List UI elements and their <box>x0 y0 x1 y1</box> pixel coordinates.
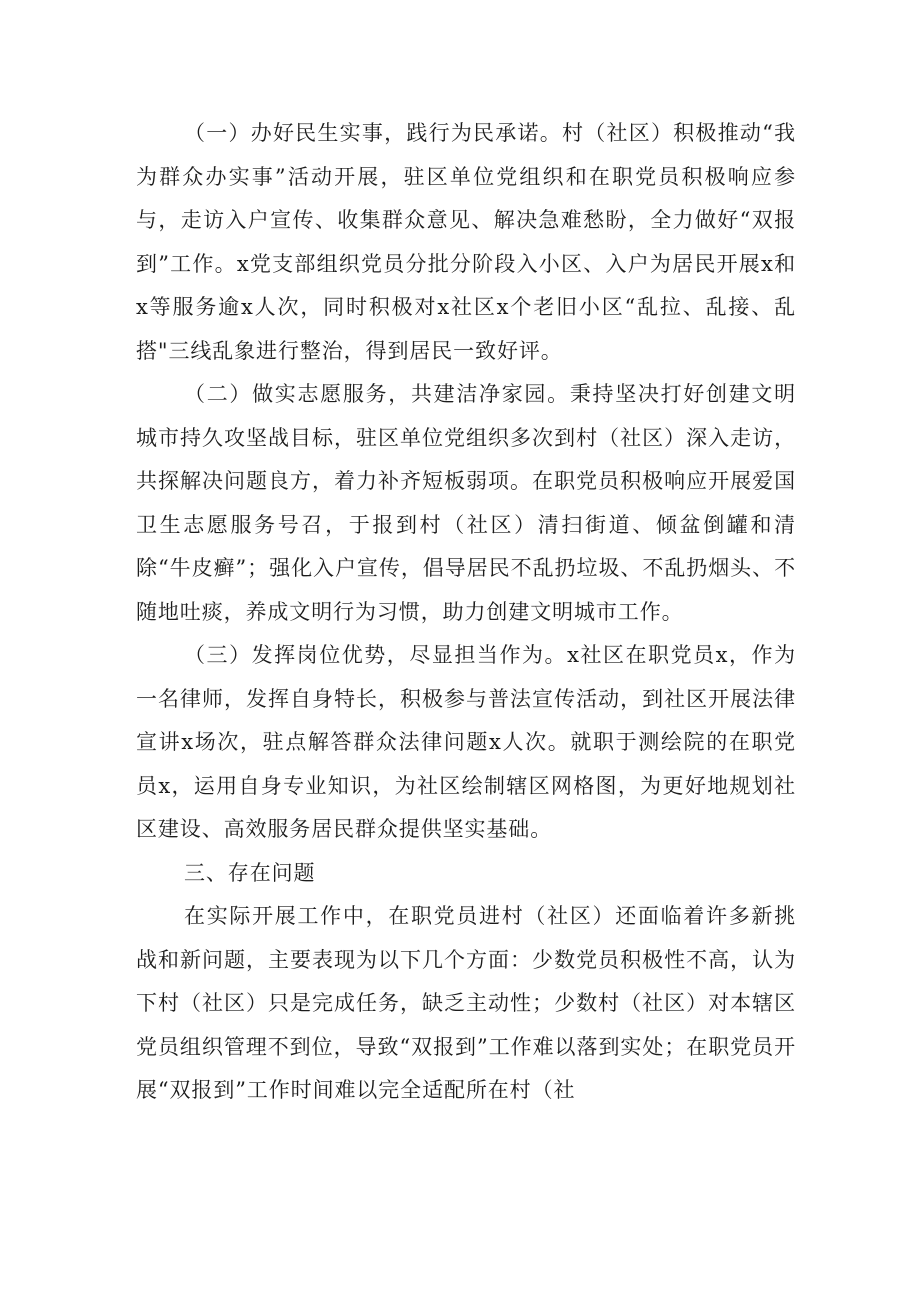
paragraph-post-advantage: （三）发挥岗位优势，尽显担当作为。x社区在职党员x，作为一名律师，发挥自身特长，积极参与普法宣传活动，到社区开展法律宣讲x场次，驻点解答群众法律问题x人次。就职于测绘院的在职党员x，运用自身专业知识，为社区绘制辖区网格图，为更好地规划社区建设、高效服务居民群众提供坚实基础。 <box>136 643 796 841</box>
paragraph-volunteer: （二）做实志愿服务，共建洁净家园。秉持坚决打好创建文明城市持久攻坚战目标，驻区单位党组织多次到村（社区）深入走访，共探解决问题良方，着力补齐短板弱项。在职党员积极响应开展爱国卫生志愿服务号召，于报到村（社区）清扫街道、倾盆倒罐和清除“牛皮癣”；强化入户宣传，倡导居民不乱扔垃圾、不乱扔烟头、不随地吐痰，养成文明行为习惯，助力创建文明城市工作。 <box>136 382 796 624</box>
paragraph-livelihood: （一）办好民生实事，践行为民承诺。村（社区）积极推动“我为群众办实事”活动开展，驻区单位党组织和在职党员积极响应参与，走访入户宣传、收集群众意见、解决急难愁盼，全力做好“双报到”工作。x党支部组织党员分批分阶段入小区、入户为居民开展x和x等服务逾x人次，同时积极对x社区x个老旧小区“乱拉、乱接、乱搭"三线乱象进行整治，得到居民一致好评。 <box>136 121 796 363</box>
section-heading: 三、存在问题 <box>184 860 316 885</box>
paragraph-problems: 在实际开展工作中，在职党员进村（社区）还面临着许多新挑战和新问题，主要表现为以下几个方面：少数党员积极性不高，认为下村（社区）只是完成任务，缺乏主动性；少数村（社区）对本辖区党员组织管理不到位，导致“双报到”工作难以落到实处；在职党员开展“双报到”工作时间难以完全适配所在村（社 <box>136 904 796 1102</box>
document-body <box>136 112 796 1113</box>
